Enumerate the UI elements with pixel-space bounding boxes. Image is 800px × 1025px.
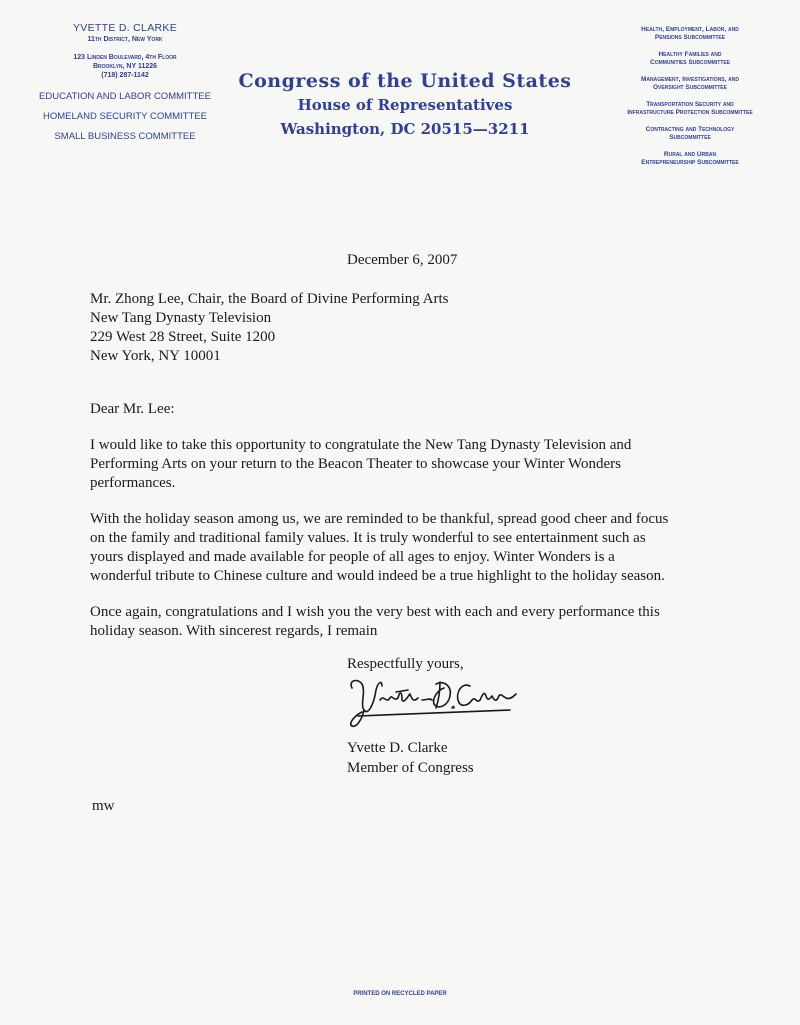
letterhead-left xyxy=(20,22,230,151)
committee-list xyxy=(20,91,230,142)
handwritten-signature xyxy=(340,670,520,737)
letterhead-center xyxy=(220,70,590,138)
letter-date: December 6, 2007 xyxy=(347,252,458,268)
subcommittee-item xyxy=(590,126,790,142)
subcommittee-line: Rural and Urban xyxy=(663,151,717,158)
subcommittee-line: Health, Employment, Labor, and xyxy=(641,26,739,33)
recycled-paper-notice: PRINTED ON RECYCLED PAPER xyxy=(353,991,447,997)
paragraph xyxy=(90,603,730,641)
recipient-block xyxy=(90,290,730,366)
subcommittee-line: Pensions Subcommittee xyxy=(654,34,726,41)
paragraph-line: holiday season. With sincerest regards, I remain xyxy=(90,623,378,639)
signer-title: Member of Congress xyxy=(347,760,474,776)
committee-item: EDUCATION AND LABOR COMMITTEE xyxy=(39,91,211,102)
recipient-line: New York, NY 10001 xyxy=(90,348,221,364)
signer-block xyxy=(347,738,474,778)
paragraph-line: on the family and traditional family values. It is truly wonderful to see entertainment such as xyxy=(90,530,646,546)
member-name: YVETTE D. CLARKE xyxy=(73,22,177,34)
paragraph-line: wonderful tribute to Chinese culture and would indeed be a true highlight to the holiday season. xyxy=(90,568,665,584)
committee-item: SMALL BUSINESS COMMITTEE xyxy=(54,131,196,142)
paragraph-line: With the holiday season among us, we are reminded to be thankful, spread good cheer and focus xyxy=(90,511,669,527)
signer-name: Yvette D. Clarke xyxy=(347,740,448,756)
paragraph-line: Performing Arts on your return to the Beacon Theater to showcase your Winter Wonders xyxy=(90,456,621,472)
congress-title: Congress of the United States xyxy=(238,70,572,92)
address-line: 123 Linden Boulevard, 4th Floor xyxy=(73,54,177,61)
typist-initials: mw xyxy=(92,798,115,814)
subcommittee-line: Entrepreneurship Subcommittee xyxy=(641,159,739,166)
paragraph xyxy=(90,510,730,586)
subcommittee-line: Oversight Subcommittee xyxy=(653,84,727,91)
letterhead-right xyxy=(590,26,790,176)
committee-item: HOMELAND SECURITY COMMITTEE xyxy=(43,111,207,122)
signature-graphic xyxy=(340,670,520,732)
house-title: House of Representatives xyxy=(297,96,513,114)
subcommittee-item xyxy=(590,51,790,67)
closing: Respectfully yours, xyxy=(347,656,464,672)
address-line: (718) 287-1142 xyxy=(101,72,149,79)
member-district: 11th District, New York xyxy=(87,36,163,43)
subcommittee-line: Communities Subcommittee xyxy=(650,59,730,66)
paragraph-line: yours displayed and made available for people of all ages to enjoy. Winter Wonders is a xyxy=(90,549,615,565)
recipient-line: 229 West 28 Street, Suite 1200 xyxy=(90,329,276,345)
paragraph xyxy=(90,436,730,493)
district-office-address xyxy=(20,53,230,80)
paragraph-line: performances. xyxy=(90,475,176,491)
paragraph-line: Once again, congratulations and I wish you the very best with each and every performance this xyxy=(90,604,660,620)
subcommittee-line: Management, Investigations, and xyxy=(641,76,739,83)
recipient-line: Mr. Zhong Lee, Chair, the Board of Divine Performing Arts xyxy=(90,291,449,307)
subcommittee-line: Contracting and Technology xyxy=(645,126,735,133)
washington-address: Washington, DC 20515—3211 xyxy=(280,120,530,138)
paragraph-line: I would like to take this opportunity to congratulate the New Tang Dynasty Television and xyxy=(90,437,632,453)
subcommittee-item xyxy=(590,76,790,92)
subcommittee-line: Transportation Security and xyxy=(646,101,734,108)
subcommittee-line: Infrastructure Protection Subcommittee xyxy=(627,109,753,116)
subcommittee-line: Subcommittee xyxy=(669,134,711,141)
address-line: Brooklyn, NY 11226 xyxy=(92,63,158,70)
salutation: Dear Mr. Lee: xyxy=(90,401,175,417)
subcommittee-item xyxy=(590,151,790,167)
subcommittee-line: Healthy Families and xyxy=(658,51,722,58)
subcommittee-item xyxy=(590,26,790,42)
subcommittee-item xyxy=(590,101,790,117)
recipient-line: New Tang Dynasty Television xyxy=(90,310,272,326)
